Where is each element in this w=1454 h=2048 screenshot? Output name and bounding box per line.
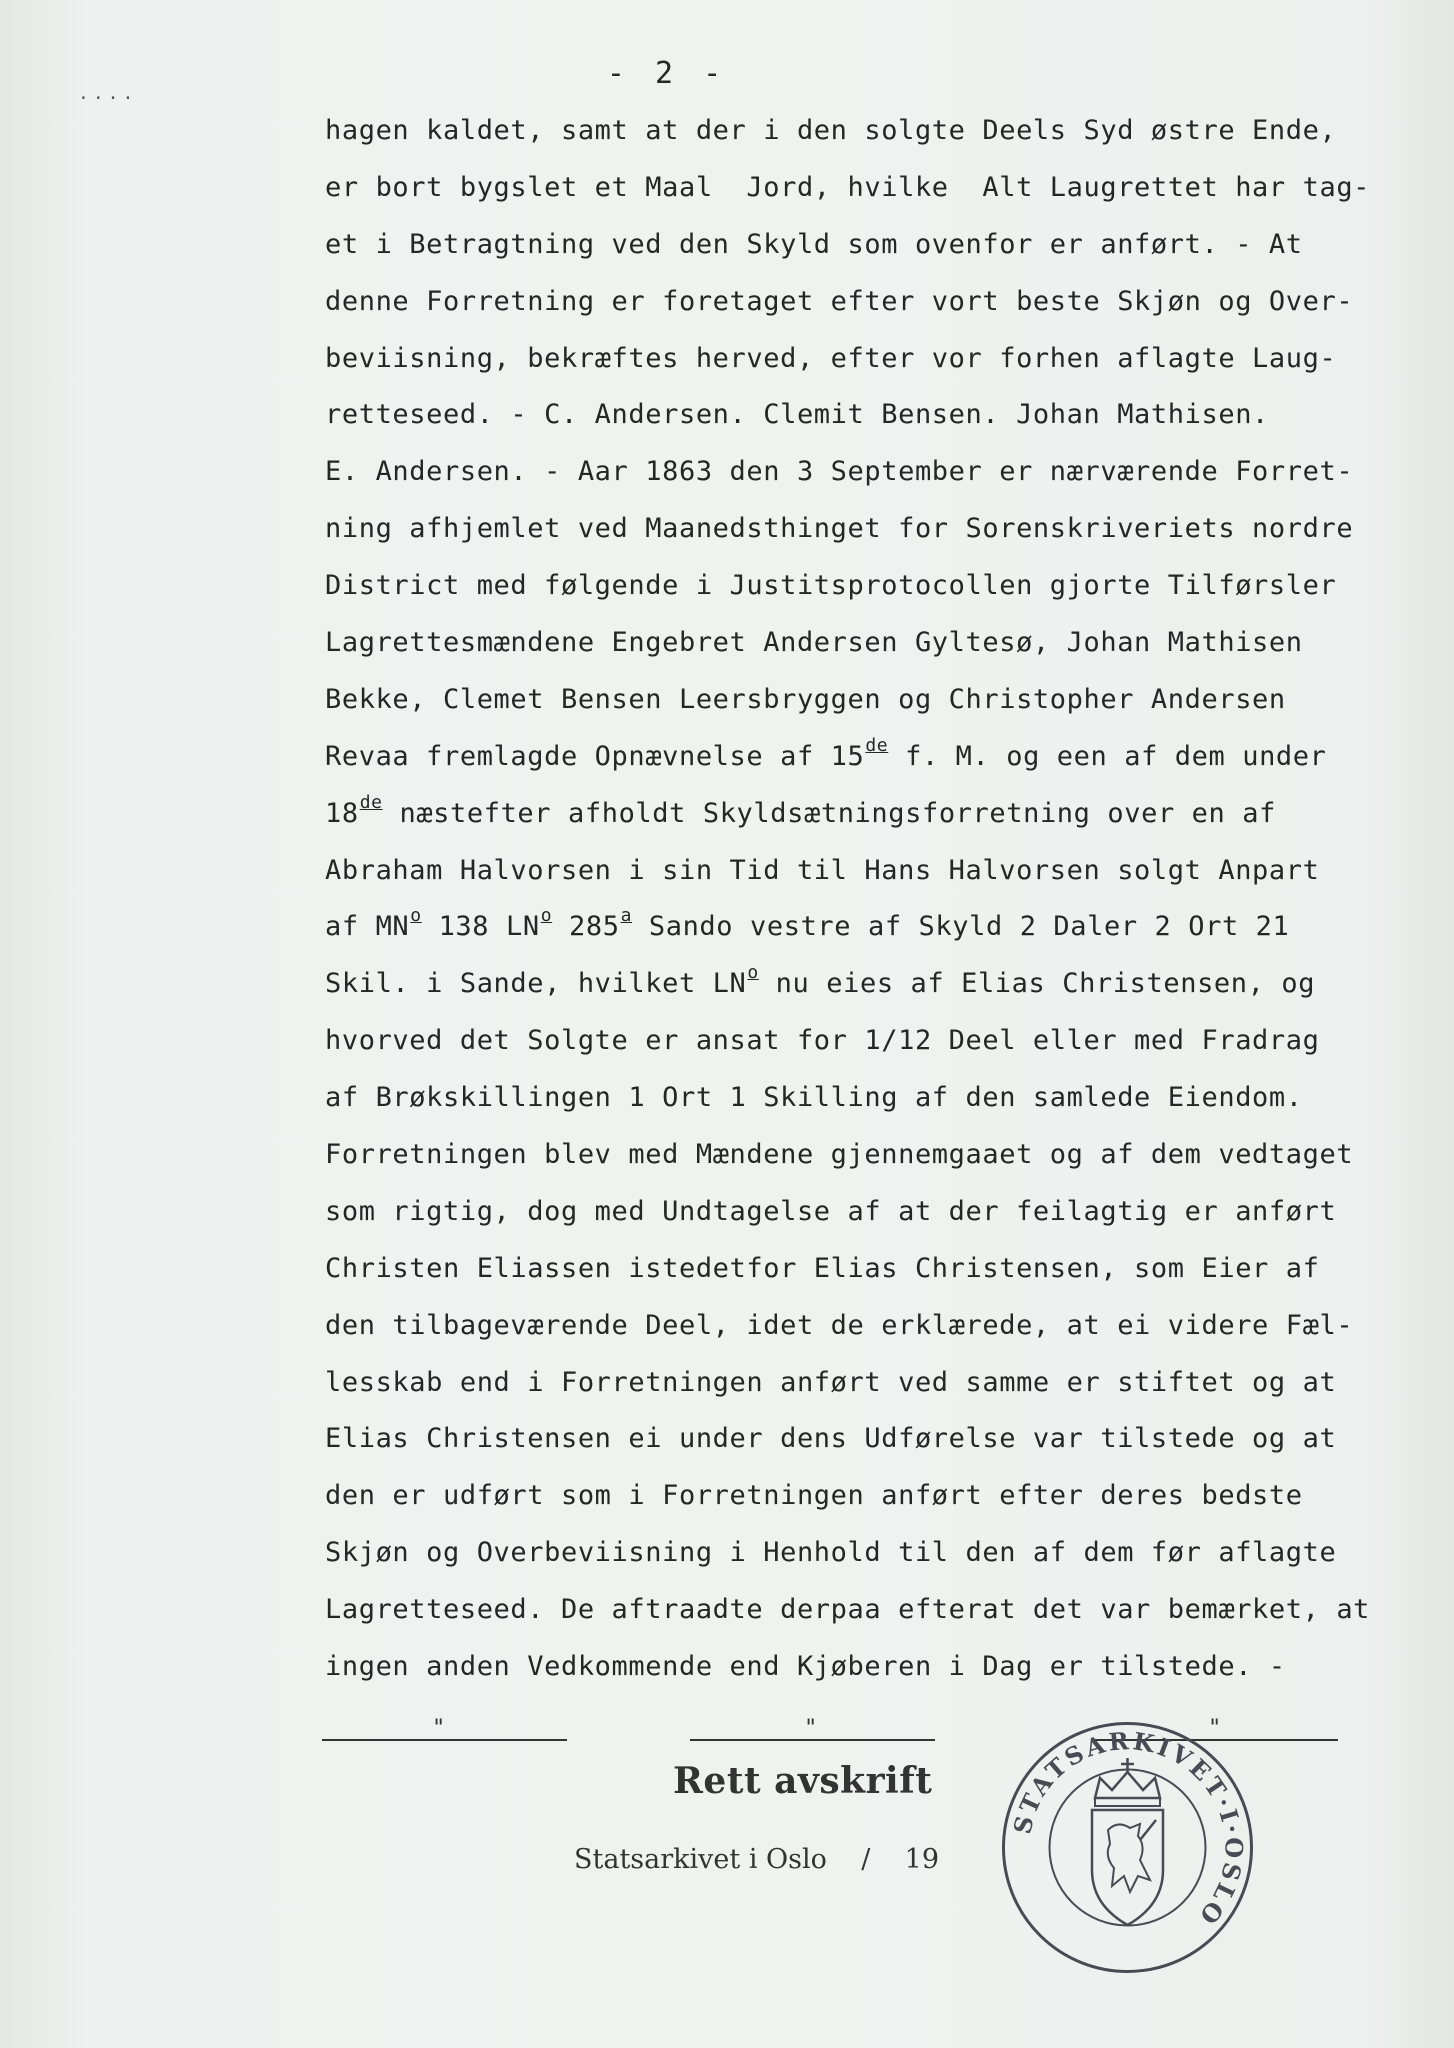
- text-line: Forretningen blev med Mændene gjennemgaaet og af dem vedtaget: [325, 1139, 1354, 1171]
- text-line: lesskab end i Forretningen anført ved samme er stiftet og at: [325, 1366, 1337, 1398]
- crown-icon: [1095, 1758, 1160, 1806]
- text-line: den er udført som i Forretningen anført efter deres bedste: [325, 1480, 1303, 1512]
- text-line: denne Forretning er foretaget efter vort beste Skjøn og Over-: [325, 285, 1354, 317]
- text-segment: nu eies af Elias Christensen, og: [758, 968, 1316, 1000]
- superscript: o: [410, 905, 422, 927]
- text-line: Elias Christensen ei under dens Udførelse var tilstede og at: [325, 1423, 1337, 1455]
- superscript: o: [747, 962, 759, 984]
- text-line: Abraham Halvorsen i sin Tid til Hans Halvorsen solgt Anpart: [325, 854, 1320, 886]
- superscript: a: [620, 905, 633, 927]
- text-segment: 138 LN: [421, 911, 540, 943]
- page-number: - 2 -: [606, 56, 728, 91]
- superscript: de: [359, 791, 383, 813]
- text-line: Bekke, Clemet Bensen Leersbryggen og Christopher Andersen: [325, 683, 1286, 715]
- text-line: Skjøn og Overbeviisning i Henhold til den af dem før aflagte: [325, 1537, 1337, 1569]
- margin-mark: ····: [78, 88, 138, 109]
- text-line: Lagretteseed. De aftraadte derpaa efterat det var bemærket, at: [325, 1594, 1371, 1626]
- superscript: de: [865, 734, 889, 756]
- text-line: som rigtig, dog med Undtagelse af at der feilagtig er anført: [325, 1195, 1337, 1227]
- archive-seal-icon: [1000, 1720, 1255, 1975]
- text-line: hagen kaldet, samt at der i den solgte Deels Syd østre Ende,: [325, 115, 1337, 146]
- text-segment: næstefter afholdt Skyldsætningsforretning over en af: [382, 797, 1276, 829]
- body-text: [325, 103, 1415, 1696]
- text-line: E. Andersen. - Aar 1863 den 3 September er nærværende Forret-: [325, 456, 1354, 488]
- shield-icon: [1092, 1810, 1163, 1925]
- certification-line: Statsarkivet i Oslo / 19: [574, 1844, 940, 1875]
- text-line: hvorved det Solgte er ansat for 1/12 Deel eller med Fradrag: [325, 1025, 1320, 1057]
- ditto-mark: ": [432, 1716, 446, 1741]
- text-line: et i Betragtning ved den Skyld som ovenfor er anført. - At: [325, 228, 1303, 260]
- text-segment: af MN: [325, 911, 410, 943]
- superscript: o: [540, 905, 553, 927]
- text-segment: 18: [325, 797, 359, 829]
- text-line: [325, 899, 1415, 956]
- text-segment: Skil. i Sande, hvilket LN: [325, 968, 747, 1000]
- seal-inner-ring: [1050, 1770, 1206, 1926]
- ditto-mark: ": [804, 1716, 818, 1741]
- text-line: [325, 956, 1415, 1013]
- text-line: [325, 786, 1415, 843]
- certification-title: Rett avskrift: [673, 1760, 933, 1802]
- text-line: ning afhjemlet ved Maanedsthinget for Sorenskriveriets nordre: [325, 513, 1354, 545]
- text-line: er bort bygslet et Maal Jord, hvilke Alt Laugrettet har tag-: [325, 171, 1371, 203]
- text-line: District med følgende i Justitsprotocollen gjorte Tilførsler: [325, 570, 1337, 602]
- text-segment: Revaa fremlagde Opnævnelse af 15: [325, 740, 865, 772]
- ditto-mark: ": [1208, 1716, 1222, 1741]
- text-segment: 285: [552, 911, 620, 943]
- text-line: den tilbageværende Deel, idet de erklærede, at ei videre Fæl-: [325, 1309, 1354, 1341]
- text-line: Lagrettesmændene Engebret Andersen Gyltesø, Johan Mathisen: [325, 627, 1303, 659]
- text-line: beviisning, bekræftes herved, efter vor forhen aflagte Laug-: [325, 342, 1337, 374]
- text-segment: Sando vestre af Skyld 2 Daler 2 Ort 21: [632, 911, 1290, 943]
- text-line: retteseed. - C. Andersen. Clemit Bensen. Johan Mathisen.: [325, 399, 1269, 431]
- text-segment: f. M. og een af dem under: [888, 740, 1327, 772]
- seal-text: STATSARKIVET·I·OSLO: [1007, 1725, 1249, 1933]
- text-line: af Brøkskillingen 1 Ort 1 Skilling af den samlede Eiendom.: [325, 1082, 1303, 1114]
- text-line: [325, 729, 1415, 786]
- text-line: ingen anden Vedkommende end Kjøberen i Dag er tilstede. -: [325, 1651, 1286, 1683]
- text-line: Christen Eliassen istedetfor Elias Christensen, som Eier af: [325, 1252, 1320, 1284]
